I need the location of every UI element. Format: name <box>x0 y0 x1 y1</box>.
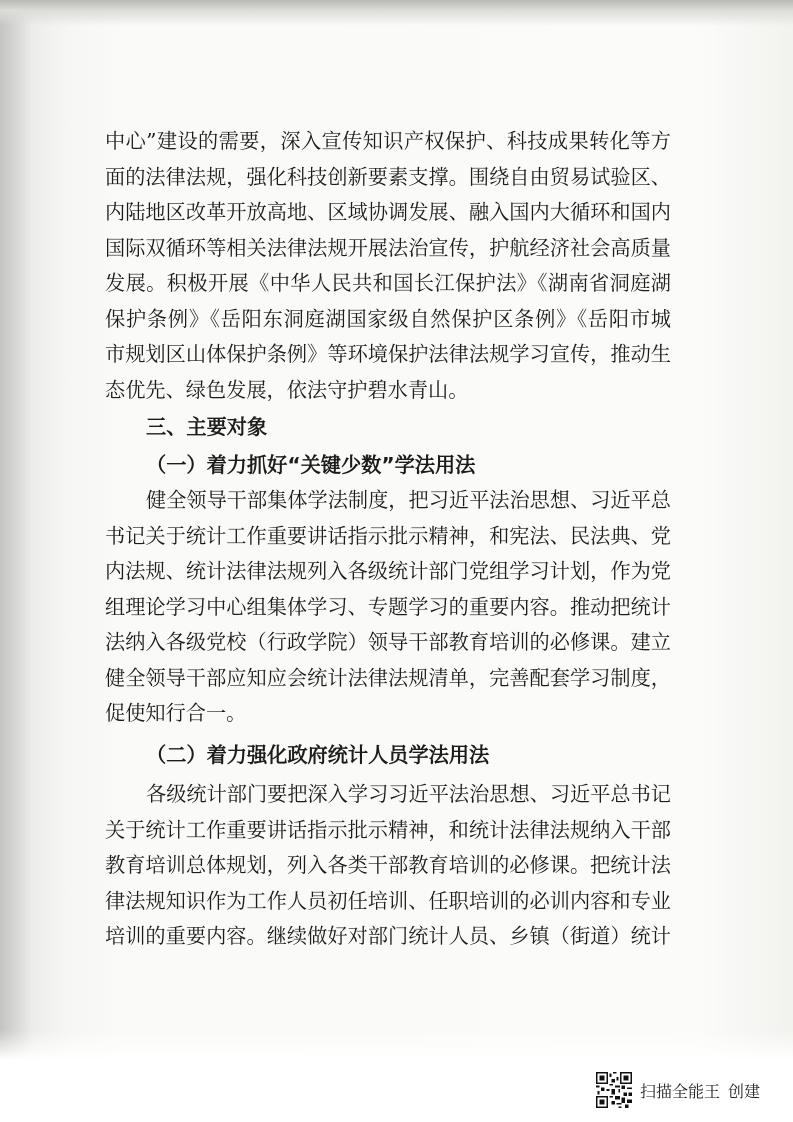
section-heading: 三、主要对象 <box>146 415 268 439</box>
text-line: 中心”建设的需要，深入宣传知识产权保护、科技成果转化等方 <box>105 129 671 153</box>
paragraph-subsection-2 <box>105 777 671 955</box>
text-line: 保护条例》《岳阳东洞庭湖国家级自然保护区条例》《岳阳市城 <box>105 306 671 331</box>
paragraph-subsection-1 <box>105 483 671 732</box>
text-line: 面的法律法规，强化科技创新要素支撑。围绕自由贸易试验区、 <box>105 164 671 189</box>
text-line: 国际双循环等相关法律法规开展法治宣传，护航经济社会高质量 <box>105 235 671 260</box>
text-line: 律法规知识作为工作人员初任培训、任职培训的必训内容和专业 <box>105 888 671 913</box>
qr-code-icon <box>596 1072 632 1108</box>
text-line: 内陆地区改革开放高地、区域协调发展、融入国内大循环和国内 <box>105 200 671 224</box>
scanner-action-label: 创建 <box>728 1081 761 1101</box>
page-shadow-left <box>0 0 70 1060</box>
paragraph-intro <box>105 124 671 408</box>
page-bottom-fade <box>0 1030 793 1060</box>
document-body <box>105 124 671 955</box>
page-shadow-top <box>0 0 793 26</box>
text-line: 健全领导干部应知应会统计法律法规清单，完善配套学习制度， <box>105 665 671 690</box>
text-line: 市规划区山体保护条例》等环境保护法律法规学习宣传，推动生 <box>105 342 671 366</box>
text-line: 态优先、绿色发展，依法守护碧水青山。 <box>105 377 469 402</box>
text-line: 教育培训总体规划，列入各类干部教育培训的必修课。把统计法 <box>105 853 671 877</box>
text-line: 关于统计工作重要讲话指示批示精神，和统计法律法规纳入干部 <box>105 817 671 842</box>
subsection-heading-2: （二）着力强化政府统计人员学法用法 <box>146 742 490 767</box>
text-line: 促使知行合一。 <box>105 701 247 725</box>
text-line: 各级统计部门要把深入学习习近平法治思想、习近平总书记 <box>146 782 671 806</box>
text-line: 书记关于统计工作重要讲话指示批示精神，和宪法、民法典、党 <box>105 523 671 548</box>
text-line: 内法规、统计法律法规列入各级统计部门党组学习计划，作为党 <box>105 559 671 583</box>
text-line: 法纳入各级党校（行政学院）领导干部教育培训的必修课。建立 <box>105 630 671 654</box>
text-line: 发展。积极开展《中华人民共和国长江保护法》《湖南省洞庭湖 <box>105 271 671 295</box>
scanner-app-name: 扫描全能王 <box>640 1081 721 1101</box>
scanner-watermark <box>596 1070 760 1110</box>
subsection-heading-1: （一）着力抓好“关键少数”学法用法 <box>146 452 476 477</box>
text-line: 培训的重要内容。继续做好对部门统计人员、乡镇（街道）统计 <box>105 924 671 948</box>
text-line: 组理论学习中心组集体学习、专题学习的重要内容。推动把统计 <box>105 594 671 619</box>
text-line: 健全领导干部集体学法制度，把习近平法治思想、习近平总 <box>146 488 671 512</box>
